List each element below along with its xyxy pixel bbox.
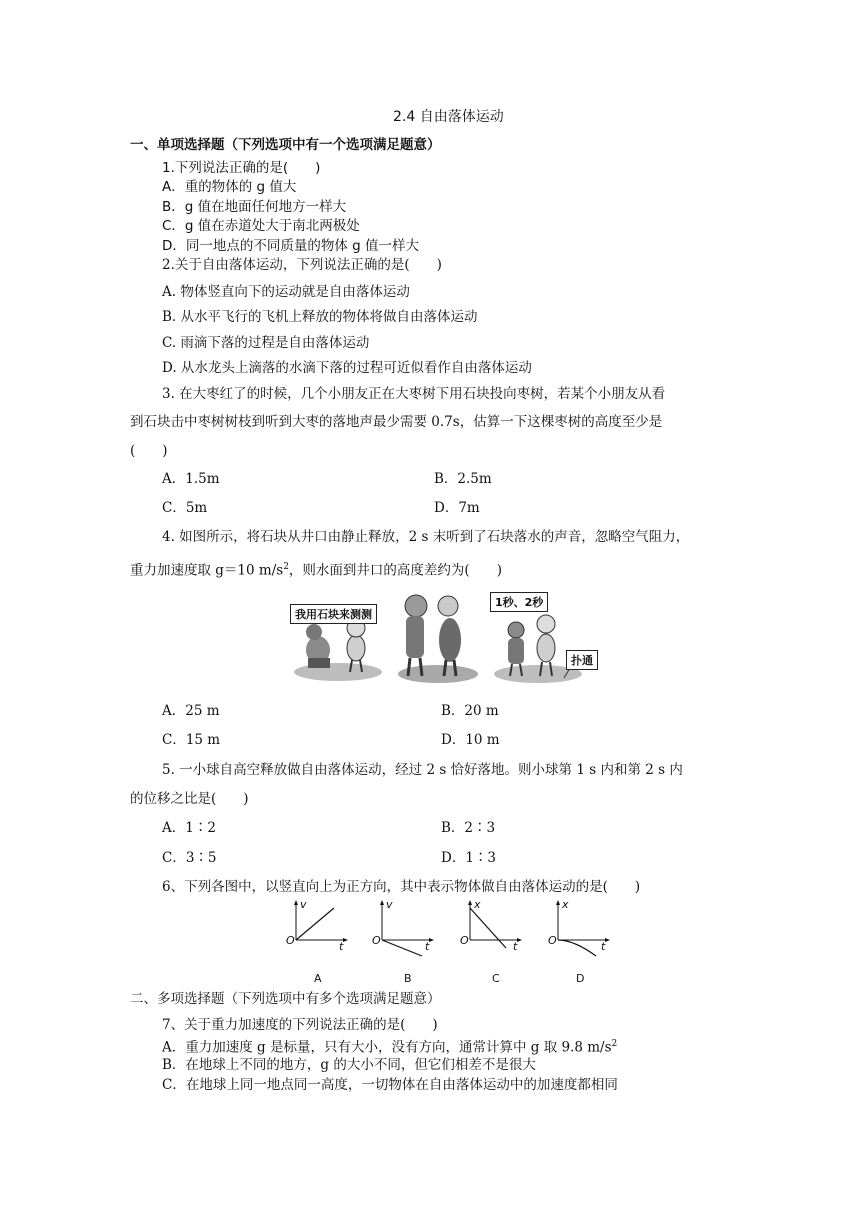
graph-c-ylabel: x (474, 898, 481, 911)
question-5-option-b: B．2∶3 (441, 820, 496, 836)
graph-a-ylabel: v (300, 898, 307, 911)
question-2-option-d: D. 从水龙头上滴落的水滴下落的过程可近似看作自由落体运动 (162, 360, 532, 376)
question-6-stem: 6、下列各图中，以竖直向上为正方向，其中表示物体做自由落体运动的是( ) (162, 879, 641, 895)
graph-b-xlabel: t (425, 940, 430, 953)
page-title: 2.4 自由落体运动 (393, 109, 504, 125)
graph-a-caption: A (314, 972, 322, 985)
graph-d (544, 898, 614, 988)
question-3-line-1: 3. 在大枣红了的时候，几个小朋友正在大枣树下用石块投向枣树，若某个小朋友从看 (162, 386, 666, 402)
graph-d-ylabel: x (562, 898, 569, 911)
question-1-option-b: B．g 值在地面任何地方一样大 (162, 199, 347, 215)
question-7-option-b: B．在地球上不同的地方，g 的大小不同，但它们相差不是很大 (162, 1057, 536, 1073)
graph-d-xlabel: t (601, 940, 606, 953)
graph-a-xlabel: t (339, 940, 344, 953)
question-3-line-3: ( ) (130, 443, 168, 459)
question-5-option-a: A．1∶2 (162, 820, 216, 836)
graph-b (368, 898, 438, 988)
question-5-line-2: 的位移之比是( ) (130, 791, 249, 807)
question-4-option-b: B．20 m (441, 703, 499, 719)
question-2-stem: 2.关于自由落体运动，下列说法正确的是( ) (162, 257, 442, 273)
graph-c-origin: O (460, 934, 469, 947)
question-7-stem: 7、关于重力加速度的下列说法正确的是( ) (162, 1017, 438, 1033)
section-heading-multi-choice: 二、多项选择题（下列选项中有多个选项满足题意） (130, 991, 441, 1007)
graph-c-caption: C (492, 972, 500, 985)
graph-b-caption: B (404, 972, 412, 985)
question-5-option-d: D．1∶3 (441, 850, 497, 866)
question-2-option-a: A. 物体竖直向下的运动就是自由落体运动 (162, 284, 410, 300)
question-4-option-d: D．10 m (441, 732, 500, 748)
question-3-line-2: 到石块击中枣树树枝到听到大枣的落地声最少需要 0.7s，估算一下这棵枣树的高度至少是 (130, 414, 663, 430)
speech-bubble-measure: 我用石块来测测 (290, 604, 377, 624)
graph-b-origin: O (372, 934, 381, 947)
graph-a-origin: O (286, 934, 295, 947)
graph-c-xlabel: t (513, 940, 518, 953)
question-7-option-c: C．在地球上同一地点同一高度，一切物体在自由落体运动中的加速度都相同 (162, 1077, 618, 1093)
question-4-line-2: 重力加速度取 g＝10 $m/s^2$，则水面到井口的高度差约为( ) (130, 562, 502, 579)
question-2-option-c: C. 雨滴下落的过程是自由落体运动 (162, 335, 370, 351)
question-4-option-c: C．15 m (162, 732, 221, 748)
question-1-option-a: A．重的物体的 g 值大 (162, 179, 297, 195)
graph-c (456, 898, 526, 988)
question-7-option-a: A．重力加速度 g 是标量，只有大小，没有方向，通常计算中 g 取 9.8 $m/s^2$ (162, 1039, 618, 1056)
well-cartoon-figure (288, 592, 593, 686)
graph-a (282, 898, 352, 988)
question-3-option-a: A．1.5m (162, 471, 220, 487)
graph-d-origin: O (548, 934, 557, 947)
question-5-option-c: C．3∶5 (162, 850, 217, 866)
graph-d-caption: D (576, 972, 585, 985)
graph-b-ylabel: v (386, 898, 393, 911)
question-2-option-b: B. 从水平飞行的飞机上释放的物体将做自由落体运动 (162, 309, 478, 325)
question-4-option-a: A．25 m (162, 703, 220, 719)
sound-label-splash: 扑通 (566, 650, 598, 670)
question-1-option-d: D．同一地点的不同质量的物体 g 值一样大 (162, 238, 420, 254)
section-heading-single-choice: 一、单项选择题（下列选项中有一个选项满足题意） (130, 137, 441, 153)
question-3-option-c: C．5m (162, 500, 208, 516)
speech-bubble-seconds: 1秒、2秒 (490, 592, 548, 612)
question-3-option-d: D．7m (434, 500, 480, 516)
question-5-line-1: 5. 一小球自高空释放做自由落体运动，经过 2 s 恰好落地。则小球第 1 s 内和第 2 s 内 (162, 762, 683, 778)
question-3-option-b: B．2.5m (434, 471, 492, 487)
question-1-option-c: C．g 值在赤道处大于南北两极处 (162, 218, 360, 234)
question-1-stem: 1.下列说法正确的是( ) (162, 160, 321, 176)
question-4-line-1: 4. 如图所示，将石块从井口由静止释放，2 s 末听到了石块落水的声音，忽略空气阻力， (162, 529, 690, 545)
